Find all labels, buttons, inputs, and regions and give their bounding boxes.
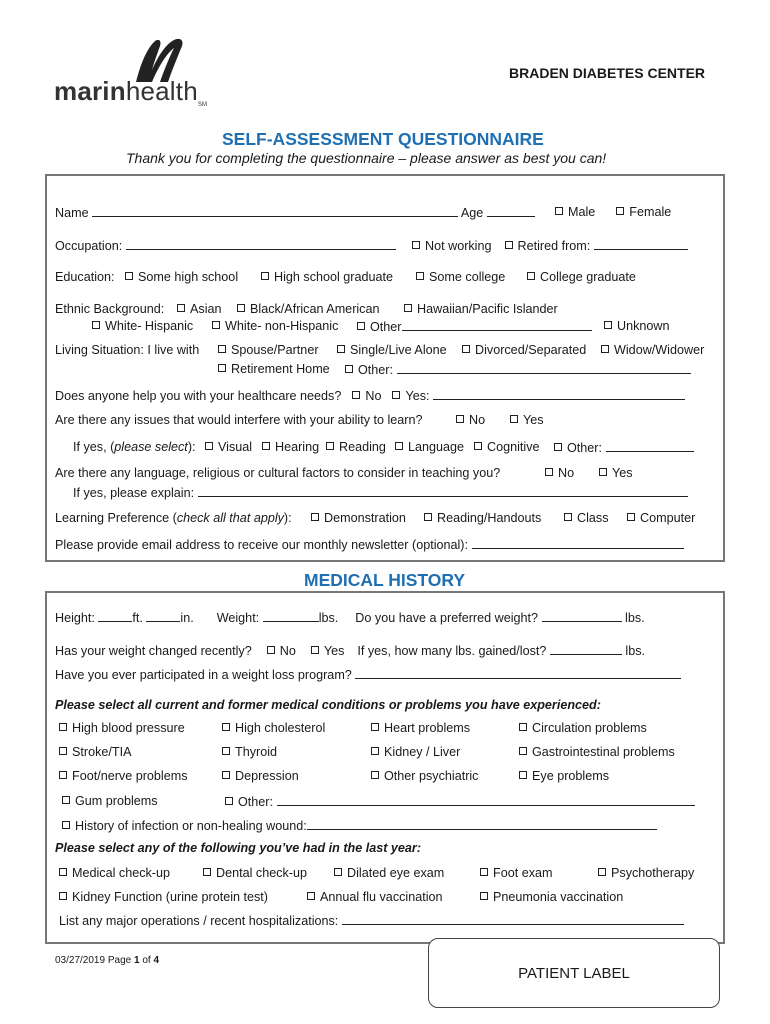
explain-row — [73, 485, 688, 500]
education-option-label: College graduate — [540, 270, 636, 284]
help-yes-label: Yes: — [405, 389, 430, 403]
ethnic-option — [604, 319, 670, 333]
please-select: please select — [114, 440, 188, 454]
condition-checkbox[interactable] — [59, 747, 67, 755]
education-checkbox[interactable] — [261, 272, 269, 280]
condition-checkbox[interactable] — [371, 723, 379, 731]
ethnic-option-label: Asian — [190, 302, 222, 316]
last-year-heading: Please select any of the following you’ve had in the last year: — [55, 841, 422, 855]
ethnic-option-label: Black/African American — [250, 302, 380, 316]
ethnic-option-label: White- non-Hispanic — [225, 319, 339, 333]
condition-label: Foot/nerve problems — [72, 769, 188, 783]
male-checkbox[interactable] — [555, 207, 563, 215]
patient-label-text: PATIENT LABEL — [518, 964, 630, 982]
logo-text-bold: marin — [54, 76, 126, 106]
name-field[interactable] — [92, 205, 458, 217]
occupation-label: Occupation: — [55, 239, 123, 253]
gained-lost-field[interactable] — [550, 643, 622, 655]
last-year-checkbox[interactable] — [480, 892, 488, 900]
gum-label: Gum problems — [75, 794, 158, 808]
condition-checkbox[interactable] — [225, 797, 233, 805]
lbs-label: lbs. — [625, 611, 645, 625]
last-year-heading-text: Please select any of the following you’ve had in the last year — [55, 841, 417, 855]
medical-history-title: MEDICAL HISTORY — [304, 570, 466, 590]
weight-program-field[interactable] — [355, 667, 681, 679]
education-checkbox[interactable] — [125, 272, 133, 280]
education-label: Education: — [55, 270, 115, 284]
learn-option — [395, 440, 464, 454]
education-option — [416, 270, 505, 284]
ethnic-option-label: Other — [370, 320, 402, 334]
sex-options — [555, 205, 671, 219]
last-year-label: Dental check-up — [216, 866, 308, 880]
learning-pref-suffix: ): — [283, 511, 292, 525]
email-field[interactable] — [472, 537, 684, 549]
learn-no-checkbox[interactable] — [456, 415, 464, 423]
help-yes-field[interactable] — [433, 388, 685, 400]
help-no-checkbox[interactable] — [352, 391, 360, 399]
learn-no — [456, 413, 485, 427]
condition-label: Heart problems — [384, 721, 471, 735]
ethnic-option — [357, 319, 592, 334]
help-no-label: No — [365, 389, 382, 403]
condition-checkbox[interactable] — [59, 771, 67, 779]
last-year-checkbox[interactable] — [307, 892, 315, 900]
infection-field[interactable] — [307, 818, 657, 830]
if-yes-prefix: If yes, ( — [73, 440, 115, 454]
not-working-checkbox[interactable] — [412, 241, 420, 249]
living-other-label: Other: — [358, 363, 393, 377]
ethnic-checkbox[interactable] — [357, 322, 365, 330]
education-option-label: High school graduate — [274, 270, 394, 284]
living-option-label: Widow/Widower — [614, 343, 705, 357]
language-no — [545, 466, 574, 480]
condition-item — [59, 745, 132, 759]
working-options — [412, 238, 688, 253]
condition-item — [519, 745, 675, 759]
unknown-label: Unknown — [617, 319, 670, 333]
ethnic-checkbox[interactable] — [92, 321, 100, 329]
height-in-field[interactable] — [146, 610, 180, 622]
ethnic-checkbox[interactable] — [404, 304, 412, 312]
last-year-item — [480, 890, 623, 904]
last-year-label: Kidney Function (urine protein test) — [72, 890, 269, 904]
unknown-checkbox[interactable] — [604, 321, 612, 329]
language-yes-label: Yes — [612, 466, 633, 480]
if-yes-suffix: ): — [187, 440, 196, 454]
condition-other — [225, 794, 695, 809]
last-year-checkbox[interactable] — [59, 868, 67, 876]
occupation-field[interactable] — [126, 238, 396, 250]
explain-field[interactable] — [198, 485, 688, 497]
footer-of: of — [142, 955, 151, 966]
help-question: Does anyone help you with your healthcare needs? — [55, 389, 342, 403]
weight-label: Weight: — [216, 611, 260, 625]
last-year-checkbox[interactable] — [334, 868, 342, 876]
education-option-label: Some college — [429, 270, 506, 284]
condition-other-label: Other: — [238, 795, 273, 809]
condition-checkbox[interactable] — [519, 723, 527, 731]
weight-changed-label: Has your weight changed recently? — [55, 644, 252, 658]
education-option — [261, 270, 393, 284]
footer-page-num: 1 — [133, 955, 140, 966]
weight-changed-no-checkbox[interactable] — [267, 646, 275, 654]
retired-checkbox[interactable] — [505, 241, 513, 249]
condition-item — [371, 745, 460, 759]
learn-yes-checkbox[interactable] — [510, 415, 518, 423]
living-option — [218, 343, 319, 357]
learn-checkbox[interactable] — [262, 442, 270, 450]
name-label: Name — [55, 206, 89, 220]
footer-date-page — [55, 955, 159, 966]
last-year-item — [203, 866, 307, 880]
ethnic-checkbox[interactable] — [177, 304, 185, 312]
learn-option-label: Language — [408, 440, 465, 454]
condition-checkbox[interactable] — [59, 723, 67, 731]
condition-item — [519, 769, 609, 783]
center-name: BRADEN DIABETES CENTER — [509, 65, 706, 81]
preferred-weight-label: Do you have a preferred weight? — [355, 611, 539, 625]
conditions-heading: Please select all current and former medical conditions or problems you have experienced: — [55, 698, 601, 712]
condition-other-field[interactable] — [277, 794, 695, 806]
education-checkbox[interactable] — [527, 272, 535, 280]
learning-option-label: Computer — [640, 511, 696, 525]
learning-checkbox[interactable] — [564, 513, 572, 521]
preferred-weight-field[interactable] — [542, 610, 622, 622]
condition-label: Thyroid — [235, 745, 277, 759]
learn-question: Are there any issues that would interfere with your ability to learn? — [55, 413, 423, 427]
weight-program-label: Have you ever participated in a weight loss program? — [55, 668, 352, 682]
last-year-item — [334, 866, 444, 880]
occupation-row — [55, 238, 396, 253]
logo-text-light: health — [125, 76, 198, 106]
condition-label: Circulation problems — [532, 721, 647, 735]
help-row — [55, 388, 685, 403]
learning-option — [627, 511, 695, 525]
email-label: Please provide email address to receive our monthly newsletter (optional): — [55, 538, 468, 552]
learn-yes — [510, 413, 544, 427]
condition-item — [222, 721, 325, 735]
condition-item — [371, 769, 478, 783]
living-checkbox[interactable] — [218, 364, 226, 372]
living-row — [55, 343, 199, 357]
logo-sm: SM — [197, 102, 208, 109]
language-no-label: No — [558, 466, 575, 480]
living-option-label: Spouse/Partner — [231, 343, 319, 357]
condition-item — [59, 721, 185, 735]
living-option — [345, 362, 691, 377]
condition-item — [519, 721, 647, 735]
check-all: check all that apply — [176, 511, 284, 525]
condition-label: Depression — [235, 769, 299, 783]
learning-option-label: Demonstration — [324, 511, 406, 525]
ethnic-option — [212, 319, 338, 333]
living-label: Living Situation: — [55, 343, 144, 357]
footer-date: 03/27/2019 — [55, 955, 106, 966]
condition-checkbox[interactable] — [62, 796, 70, 804]
education-row — [55, 270, 115, 284]
learn-option-label: Hearing — [275, 440, 320, 454]
infection-row — [62, 818, 657, 833]
weight-changed-yes-label: Yes — [323, 644, 345, 658]
height-ft-field[interactable] — [98, 610, 132, 622]
condition-item — [222, 745, 277, 759]
learn-option-label: Cognitive — [487, 440, 540, 454]
ethnic-option-label: White- Hispanic — [105, 319, 194, 333]
learn-yes-label: Yes — [523, 413, 544, 427]
operations-label: List any major operations / recent hospitalizations: — [59, 914, 339, 928]
condition-label: Stroke/TIA — [72, 745, 132, 759]
last-year-item — [480, 866, 553, 880]
condition-checkbox[interactable] — [519, 747, 527, 755]
ethnic-option — [404, 302, 558, 316]
learn-option — [554, 440, 694, 455]
page-subtitle: Thank you for completing the questionnaire – please answer as best you can! — [126, 150, 607, 166]
learn-checkbox[interactable] — [474, 442, 482, 450]
living-option — [218, 362, 330, 376]
condition-label: Eye problems — [532, 769, 609, 783]
in-label: in. — [180, 611, 194, 625]
living-prefix: I live with — [147, 343, 200, 357]
ft-label: ft. — [132, 611, 143, 625]
last-year-label: Psychotherapy — [611, 866, 695, 880]
education-checkbox[interactable] — [416, 272, 424, 280]
learn-checkbox[interactable] — [205, 442, 213, 450]
condition-checkbox[interactable] — [519, 771, 527, 779]
last-year-item — [307, 890, 443, 904]
last-year-item — [59, 866, 170, 880]
male-label: Male — [568, 205, 596, 219]
last-year-item — [598, 866, 694, 880]
learn-other-label: Other: — [567, 441, 602, 455]
learning-option — [424, 511, 541, 525]
condition-item — [222, 769, 299, 783]
language-yes — [599, 466, 633, 480]
learn-other-field[interactable] — [606, 440, 694, 452]
ethnic-option — [177, 302, 222, 316]
learning-pref-prefix: Learning Preference ( — [55, 511, 177, 525]
operations-field[interactable] — [342, 913, 684, 925]
age-field[interactable] — [487, 205, 535, 217]
last-year-checkbox[interactable] — [203, 868, 211, 876]
ethnic-label: Ethnic Background: — [55, 302, 165, 316]
last-year-label: Foot exam — [493, 866, 553, 880]
living-checkbox[interactable] — [345, 365, 353, 373]
help-yes-checkbox[interactable] — [392, 391, 400, 399]
living-option — [601, 343, 704, 357]
page-title: SELF-ASSESSMENT QUESTIONNAIRE — [222, 129, 544, 149]
last-year-checkbox[interactable] — [59, 892, 67, 900]
condition-item — [371, 721, 470, 735]
living-checkbox[interactable] — [601, 345, 609, 353]
education-option — [527, 270, 636, 284]
education-option-label: Some high school — [138, 270, 239, 284]
learn-checkbox[interactable] — [326, 442, 334, 450]
last-year-label: Dilated eye exam — [347, 866, 445, 880]
living-checkbox[interactable] — [337, 345, 345, 353]
learning-checkbox[interactable] — [311, 513, 319, 521]
learning-checkbox[interactable] — [424, 513, 432, 521]
not-working-label: Not working — [425, 239, 492, 253]
female-label: Female — [629, 205, 672, 219]
height-weight-row — [55, 610, 645, 625]
operations-row — [59, 913, 684, 928]
living-checkbox[interactable] — [462, 345, 470, 353]
learning-option — [311, 511, 406, 525]
ethnic-option — [92, 319, 193, 333]
last-year-checkbox[interactable] — [598, 868, 606, 876]
lbs-label: lbs. — [625, 644, 645, 658]
language-no-checkbox[interactable] — [545, 468, 553, 476]
living-checkbox[interactable] — [218, 345, 226, 353]
ethnic-checkbox[interactable] — [212, 321, 220, 329]
learn-option — [474, 440, 540, 454]
female-checkbox[interactable] — [616, 207, 624, 215]
name-row — [55, 205, 535, 220]
weight-program-row — [55, 667, 681, 682]
last-year-label: Pneumonia vaccination — [493, 890, 624, 904]
condition-checkbox[interactable] — [371, 747, 379, 755]
footer-page-total: 4 — [153, 955, 160, 966]
weight-changed-no-label: No — [279, 644, 296, 658]
condition-checkbox[interactable] — [222, 723, 230, 731]
height-label: Height: — [55, 611, 95, 625]
learn-option-label: Reading — [339, 440, 386, 454]
living-other-field[interactable] — [397, 362, 691, 374]
footer-page-prefix: Page — [107, 955, 132, 966]
explain-label: If yes, please explain: — [73, 486, 195, 500]
condition-checkbox[interactable] — [222, 771, 230, 779]
age-label: Age — [460, 206, 484, 220]
ethnic-other-field[interactable] — [402, 319, 592, 331]
weight-changed-row — [55, 643, 645, 658]
last-year-item — [59, 890, 268, 904]
learn-option-label: Visual — [218, 440, 253, 454]
last-year-checkbox[interactable] — [480, 868, 488, 876]
ethnic-option-label: Hawaiian/Pacific Islander — [417, 302, 558, 316]
last-year-label: Medical check-up — [72, 866, 170, 880]
condition-checkbox[interactable] — [222, 747, 230, 755]
condition-item — [62, 794, 158, 808]
email-row — [55, 537, 684, 552]
condition-label: Gastrointestinal problems — [532, 745, 675, 759]
weight-changed-yes-checkbox[interactable] — [311, 646, 319, 654]
lbs-label: lbs. — [318, 611, 339, 625]
retired-label: Retired from: — [517, 239, 591, 253]
condition-item — [59, 769, 188, 783]
learn-checkbox[interactable] — [554, 443, 562, 451]
ethnic-option — [237, 302, 380, 316]
education-option — [125, 270, 238, 284]
learn-select-row — [73, 440, 196, 454]
ethnic-checkbox[interactable] — [237, 304, 245, 312]
living-option-label: Divorced/Separated — [475, 343, 587, 357]
language-question: Are there any language, religious or cultural factors to consider in teaching you? — [55, 466, 501, 480]
learning-checkbox[interactable] — [627, 513, 635, 521]
learning-option — [564, 511, 609, 525]
condition-label: Other psychiatric — [384, 769, 479, 783]
conditions-heading-text: Please select all current and former medical conditions or problems you have experienced — [55, 698, 597, 712]
language-yes-checkbox[interactable] — [599, 468, 607, 476]
infection-checkbox[interactable] — [62, 821, 70, 829]
learn-option — [205, 440, 252, 454]
learning-option-label: Reading/Handouts — [437, 511, 542, 525]
learning-pref-label — [55, 511, 292, 525]
condition-label: Kidney / Liver — [384, 745, 461, 759]
learn-option — [326, 440, 386, 454]
learning-option-label: Class — [577, 511, 609, 525]
living-option — [462, 343, 586, 357]
retired-field[interactable] — [594, 238, 688, 250]
infection-label: History of infection or non-healing wound: — [75, 819, 307, 833]
learn-no-label: No — [469, 413, 486, 427]
condition-label: High cholesterol — [235, 721, 326, 735]
last-year-label: Annual flu vaccination — [320, 890, 443, 904]
gained-lost-label: If yes, how many lbs. gained/lost? — [357, 644, 547, 658]
weight-field[interactable] — [263, 610, 319, 622]
learn-checkbox[interactable] — [395, 442, 403, 450]
condition-label: High blood pressure — [72, 721, 185, 735]
living-option-label: Single/Live Alone — [350, 343, 447, 357]
patient-label-box — [428, 938, 720, 1008]
living-option — [337, 343, 447, 357]
retirement-home-label: Retirement Home — [231, 362, 330, 376]
condition-checkbox[interactable] — [371, 771, 379, 779]
learn-option — [262, 440, 319, 454]
